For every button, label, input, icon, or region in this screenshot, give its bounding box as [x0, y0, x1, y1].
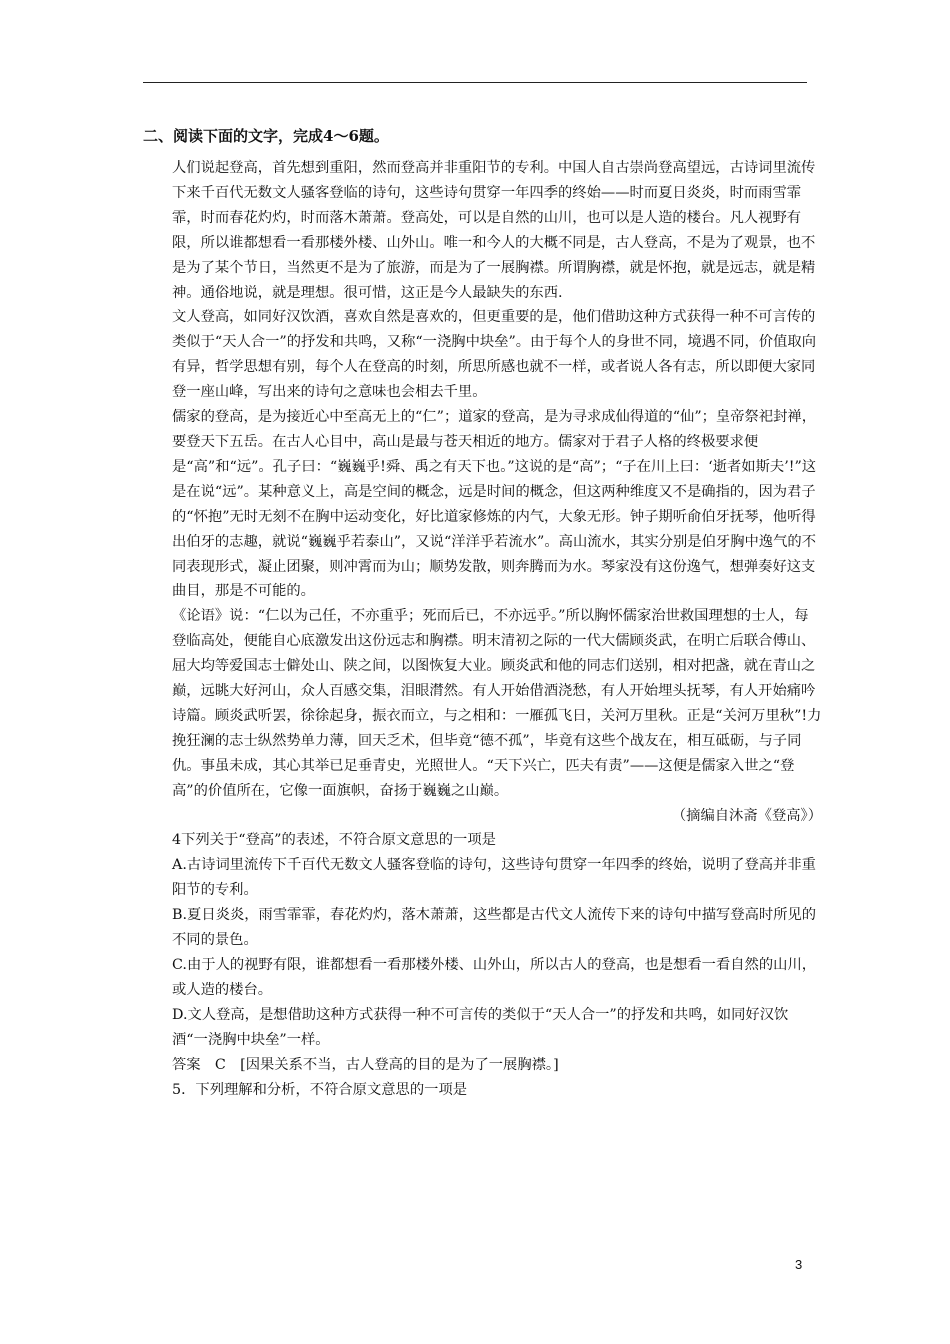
passage-paragraph-3: 儒家的登高，是为接近心中至高无上的“仁”；道家的登高，是为寻求成仙得道的“仙”；皇帝祭祀封禅，要登天下五岳。在古人心目中，高山是最与苍天相近的地方。儒家对于君子人格的终极要求便是“高”和“远”。孔子曰：“巍巍乎!舜、禹之有天下也。”这说的是“高”；“子在川上曰：‘逝者如斯夫’!”这是在说“远”。某种意义上，高是空间的概念，远是时间的概念，但这两种维度又不是确指的，因为君子的“怀抱”无时无刻不在胸中运动变化，好比道家修炼的内气，大象无形。钟子期听俞伯牙抚琴，他听得出伯牙的志趣，就说“巍巍乎若泰山”，又说“洋洋乎若流水”。高山流水，其实分别是伯牙胸中逸气的不同表现形式，凝止团聚，则冲霄而为山；顺势发散，则奔腾而为水。琴家没有这份逸气，想弹奏好这支曲目，那是不可能的。: [172, 409, 817, 600]
header-rule: [143, 82, 807, 83]
question-4-stem: 4下列关于“登高”的表述，不符合原文意思的一项是: [172, 832, 496, 849]
question-4-answer: 答案 C [因果关系不当，古人登高的目的是为了一展胸襟。]: [172, 1056, 559, 1073]
page-number: 3: [795, 1257, 803, 1272]
source-citation: （摘编自沐斋《登高》）: [671, 807, 822, 824]
passage-paragraph-2: 文人登高，如同好汉饮酒，喜欢自然是喜欢的，但更重要的是，他们借助这种方式获得一种不可言传的类似于“天人合一”的抒发和共鸣，又称“一浇胸中块垒”。由于每个人的身世不同，境遇不同，价值取向有异，哲学思想有别，每个人在登高的时刻，所思所感也就不一样，或者说人各有志，所以即便大家同登一座山峰，写出来的诗句之意味也会相去千里。: [172, 309, 816, 401]
passage-paragraph-4: 《论语》说：“仁以为己任，不亦重乎；死而后已，不亦远乎。”所以胸怀儒家治世救国理想的士人，每登临高处，便能自心底激发出这份远志和胸襟。明末清初之际的一代大儒顾炎武，在明亡后联合傅山、屈大均等爱国志士僻处山、陕之间，以图恢复大业。顾炎武和他的同志们送别，相对把盏，就在青山之巅，远眺大好河山，众人百感交集，泪眼潸然。有人开始借酒浇愁，有人开始埋头抚琴，有人开始痛吟诗篇。顾炎武听罢，徐徐起身，振衣而立，与之相和：一雁孤飞日，关河万里秋。正是“关河万里秋”!力挽狂澜的志士纵然势单力薄，回天乏术，但毕竟“德不孤”，毕竟有这些个战友在，相互砥砺，与子同仇。事虽未成，其心其举已足垂青史，光照世人。“天下兴亡，匹夫有责”——这便是儒家入世之“登高”的价值所在，它像一面旗帜，奋扬于巍巍之山巅。: [172, 608, 822, 799]
question-5-stem: 5．下列理解和分析，不符合原文意思的一项是: [172, 1081, 468, 1098]
section-title: 二、阅读下面的文字，完成4～6题。: [143, 127, 389, 145]
document-body: [172, 156, 822, 1102]
question-4-option-b: B.夏日炎炎，雨雪霏霏，春花灼灼，落木萧萧，这些都是古代文人流传下来的诗句中描写登高时所见的不同的景色。: [172, 907, 817, 949]
question-4-option-d: D.文人登高，是想借助这种方式获得一种不可言传的类似于“天人合一”的抒发和共鸣，如同好汉饮酒“一浇胸中块垒”一样。: [172, 1006, 789, 1048]
question-4-option-a: A.古诗词里流传下千百代无数文人骚客登临的诗句，这些诗句贯穿一年四季的终始，说明了登高并非重阳节的专利。: [172, 857, 816, 899]
passage-paragraph-1: 人们说起登高，首先想到重阳，然而登高并非重阳节的专利。中国人自古崇尚登高望远，古诗词里流传下来千百代无数文人骚客登临的诗句，这些诗句贯穿一年四季的终始——时而夏日炎炎，时而雨雪霏霏，时而春花灼灼，时而落木萧萧。登高处，可以是自然的山川，也可以是人造的楼台。凡人视野有限，所以谁都想看一看那楼外楼、山外山。唯一和今人的大概不同是，古人登高，不是为了观景，也不是为了某个节日，当然更不是为了旅游，而是为了一展胸襟。所谓胸襟，就是怀抱，就是远志，就是精神。通俗地说，就是理想。很可惜，这正是今人最缺失的东西.: [172, 160, 816, 301]
question-4-option-c: C.由于人的视野有限，谁都想看一看那楼外楼、山外山，所以古人的登高，也是想看一看自然的山川，或人造的楼台。: [172, 957, 817, 998]
